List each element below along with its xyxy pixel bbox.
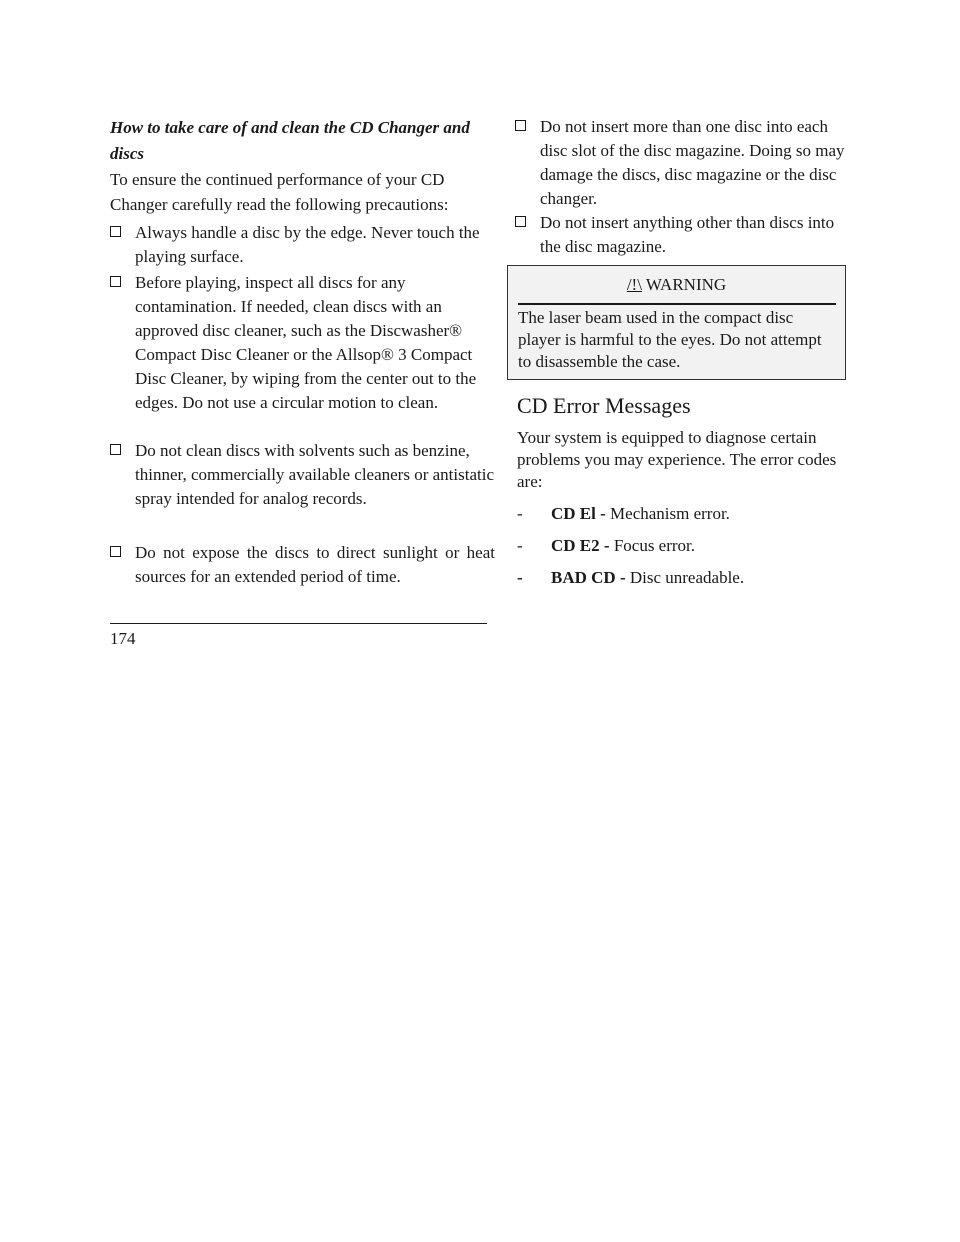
list-item-text: Before playing, inspect all discs for any contamination. If needed, clean discs with an approved disc cleaner, such as the Discwasher® Compact Disc Cleaner or the Allsop® 3 Compact Disc Cleaner, by wiping from the center out to the edges. Do not use a circular motion to clean.: [135, 273, 477, 412]
list-item-text: Always handle a disc by the edge. Never touch the playing surface.: [135, 223, 480, 266]
list-item: [110, 439, 495, 511]
list-item-text: Do not expose the discs to direct sunlight or heat sources for an extended period of time.: [135, 543, 495, 586]
intro-paragraph: To ensure the continued performance of your CD Changer carefully read the following precautions:: [110, 170, 449, 214]
list-dash: -: [517, 504, 523, 523]
section-heading: How to take care of and clean the CD Changer and discs: [110, 118, 470, 163]
error-code-body: [551, 567, 744, 589]
list-dash: -: [517, 568, 523, 587]
warning-title: [508, 274, 845, 296]
checkbox-bullet-icon: [110, 546, 121, 557]
error-code-body: [551, 535, 695, 557]
list-item-text: Do not insert anything other than discs into the disc magazine.: [540, 213, 835, 256]
warning-divider: [518, 303, 836, 305]
list-dash: -: [517, 536, 523, 555]
checkbox-bullet-icon: [110, 276, 121, 287]
page-number: 174: [110, 629, 136, 648]
error-code-body: [551, 503, 730, 525]
list-item: [110, 271, 495, 415]
list-item: [110, 541, 495, 589]
warning-box: [507, 265, 846, 380]
error-code: CD El -: [551, 504, 606, 523]
list-item: [515, 115, 845, 211]
warning-icon: /!\: [626, 275, 642, 294]
section-title: CD Error Messages: [517, 393, 691, 418]
list-item: [110, 221, 495, 269]
list-item-text: Do not insert more than one disc into each disc slot of the disc magazine. Doing so may damage the discs, disc magazine or the disc changer.: [540, 117, 845, 208]
checkbox-bullet-icon: [110, 444, 121, 455]
warning-text: The laser beam used in the compact disc player is harmful to the eyes. Do not attempt to disassemble the case.: [518, 308, 822, 371]
checkbox-bullet-icon: [515, 216, 526, 227]
error-code: BAD CD -: [551, 568, 626, 587]
footer-rule: [110, 623, 487, 624]
section-intro: Your system is equipped to diagnose certain problems you may experience. The error codes are:: [517, 428, 837, 491]
error-code: CD E2 -: [551, 536, 610, 555]
error-description: Focus error.: [609, 536, 696, 555]
error-description: Disc unreadable.: [625, 568, 745, 587]
checkbox-bullet-icon: [110, 226, 121, 237]
error-description: Mechanism error.: [605, 504, 730, 523]
warning-label: WARNING: [645, 275, 727, 294]
list-item: [515, 211, 845, 259]
checkbox-bullet-icon: [515, 120, 526, 131]
list-item-text: Do not clean discs with solvents such as benzine, thinner, commercially available cleaners or antistatic spray intended for analog records.: [135, 441, 494, 508]
